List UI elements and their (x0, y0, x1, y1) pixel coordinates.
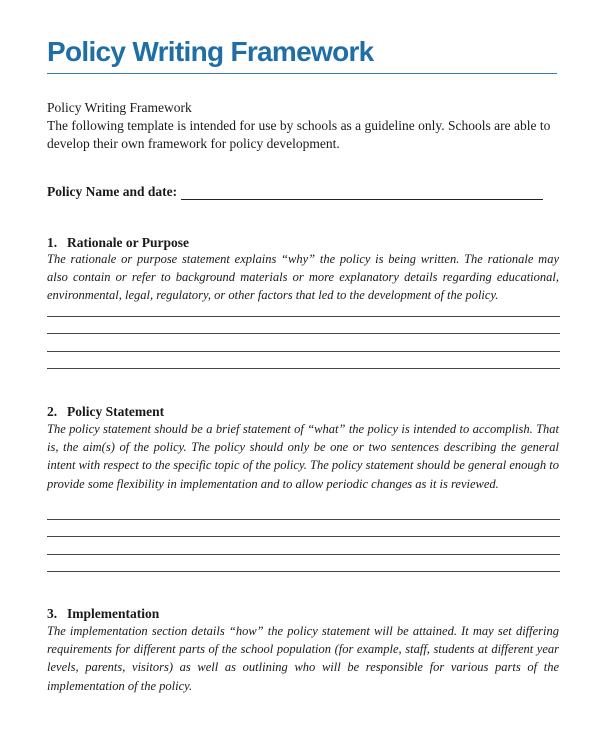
write-line[interactable] (47, 351, 560, 352)
policy-name-label: Policy Name and date: (47, 184, 178, 199)
write-line[interactable] (47, 519, 560, 520)
write-line[interactable] (47, 536, 560, 537)
section-number: 1. (47, 235, 58, 250)
write-line[interactable] (47, 333, 560, 334)
section-heading-policy-statement (47, 404, 164, 420)
section-title: Policy Statement (67, 404, 165, 419)
section-heading-rationale (47, 235, 189, 251)
policy-name-input-line[interactable] (181, 199, 543, 200)
section-text-implementation: The implementation section details “how” the policy statement will be attained. It may set differing requirements for different parts of the school population (for example, staff, students at different year levels, parents, visitors) as well as outlining who will be responsible for various parts of the implementation of the policy. (47, 624, 559, 693)
write-line[interactable] (47, 554, 560, 555)
section-title: Implementation (67, 606, 160, 621)
section-text-policy-statement: The policy statement should be a brief statement of “what” the policy is intended to accomplish. That is, the aim(s) of the policy. The policy should only be one or two sentences describing the general intent with respect to the specific topic of the policy. The policy statement should be general enough to provide some flexibility in implementation and to allow periodic changes as it is reviewed. (47, 422, 559, 491)
write-line[interactable] (47, 571, 560, 572)
page-title: Policy Writing Framework (47, 36, 374, 67)
section-title: Rationale or Purpose (67, 235, 189, 250)
intro-text: The following template is intended for use by schools as a guideline only. Schools are able to develop their own framework for policy development. (47, 118, 551, 151)
intro-heading: Policy Writing Framework (47, 100, 192, 115)
write-line[interactable] (47, 368, 560, 369)
section-number: 2. (47, 404, 58, 419)
title-underline (47, 73, 557, 74)
section-text-rationale: The rationale or purpose statement explains “why” the policy is being written. The rationale may also contain or refer to background materials or more explanatory details regarding educational, environmental, legal, regulatory, or other factors that led to the development of the policy. (47, 252, 559, 303)
section-number: 3. (47, 606, 58, 621)
section-heading-implementation (47, 606, 159, 622)
write-line[interactable] (47, 316, 560, 317)
